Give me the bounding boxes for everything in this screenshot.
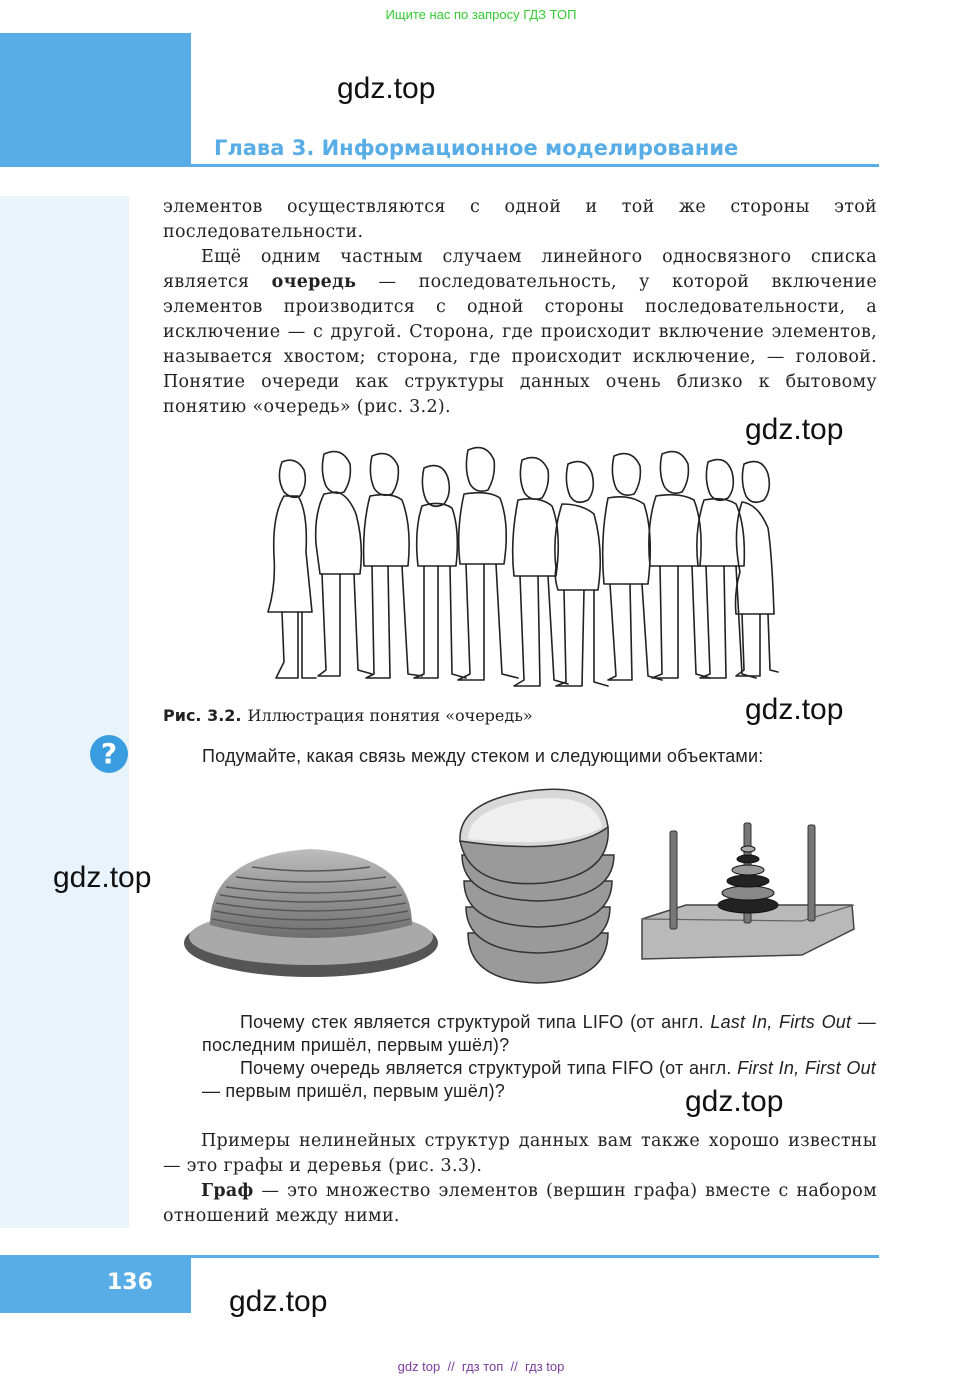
figure-label: Рис. 3.2. [163,706,242,725]
person-figure [414,466,466,678]
hanoi-tower-image [638,821,856,961]
watermark: gdz.top [229,1285,328,1318]
person-figure [458,448,518,680]
chapter-title: Глава 3. Информационное моделирование [214,136,739,160]
watermark: gdz.top [685,1085,784,1118]
page-number-block [0,1258,191,1313]
header-color-block [0,33,191,167]
term-graph: Граф [201,1181,254,1201]
watermark: gdz.top [337,72,436,105]
body-text-2 [163,1129,877,1229]
figure-caption [163,706,533,725]
top-banner[interactable]: Ищите нас по запросу ГДЗ ТОП [385,7,577,22]
person-figure [649,452,710,678]
body-text-1 [163,195,877,420]
person-figure [736,462,779,676]
watermark: gdz.top [745,413,844,446]
paragraph: Ещё одним частным случаем линейного односвязного списка является очередь — последовательность, у которой включение элементов производится с одной стороны последовательности, а исключение — с другой. Сторона, где происходит включение элементов, называется хвостом; сторона, где происходит исключение, — головой. Понятие очереди как структуры данных очень близко к бытовому понятию «очередь» (рис. 3.2). [163,247,877,417]
footer-links[interactable]: gdz top // гдз топ // гдз top [397,1359,565,1374]
watermark: gdz.top [53,861,152,894]
question-lifo: Почему стек является структурой типа LIFO (от англ. Last In, Firts Out — последним пришёл, первым ушёл)? [202,1012,876,1055]
page-number: 136 [107,1270,153,1295]
person-figure [513,458,568,686]
pancakes-image [182,815,440,985]
term-queue: очередь [271,272,357,292]
person-figure [364,454,422,678]
paragraph: элементов осуществляются с одной и той же стороны этой последовательности. [163,197,877,242]
question-icon: ? [90,735,128,773]
question-prompt: Подумайте, какая связь между стеком и следующими объектами: [202,746,764,766]
margin-strip [0,196,129,1228]
figure-caption-text: Иллюстрация понятия «очередь» [247,706,533,725]
person-figure [268,460,316,678]
bowls-image [456,783,618,985]
watermark: gdz.top [745,693,844,726]
person-figure [697,460,756,678]
header-rule [191,164,879,167]
paragraph: Граф — это множество элементов (вершин графа) вместе с набором отношений между ними. [163,1181,877,1226]
question-fifo: Почему очередь является структурой типа FIFO (от англ. First In, First Out — первым пришёл, первым ушёл)? [202,1058,876,1101]
queue-illustration [262,442,782,690]
paragraph: Примеры нелинейных структур данных вам также хорошо известны — это графы и деревья (рис. 3.3). [163,1131,877,1176]
person-figure [555,462,608,686]
